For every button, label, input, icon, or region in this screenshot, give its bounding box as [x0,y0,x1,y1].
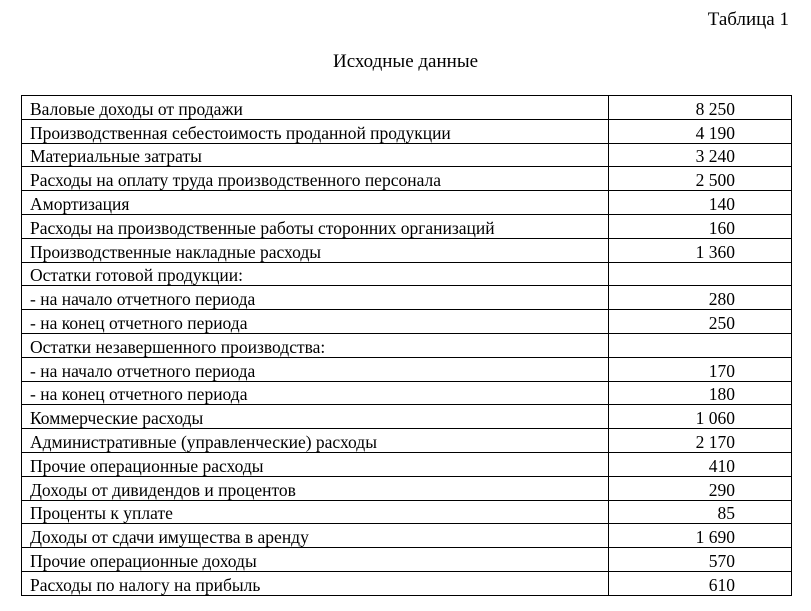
table-row [22,548,792,572]
row-value [609,333,792,357]
row-label: Валовые доходы от продажи [22,96,609,120]
table-row [22,333,792,357]
row-label: Остатки готовой продукции: [22,262,609,286]
table-row [22,571,792,595]
row-label: - на конец отчетного периода [22,310,609,334]
row-value: 85 [609,500,792,524]
row-label: Производственные накладные расходы [22,238,609,262]
table-row [22,381,792,405]
row-value: 170 [609,357,792,381]
source-data-table [21,95,792,596]
row-label: Прочие операционные расходы [22,452,609,476]
table-number-label: Таблица 1 [707,9,789,30]
row-label: Расходы на оплату труда производственного персонала [22,167,609,191]
table-row [22,238,792,262]
row-value: 180 [609,381,792,405]
row-value: 280 [609,286,792,310]
row-label: Производственная себестоимость проданной продукции [22,119,609,143]
row-label: Материальные затраты [22,143,609,167]
table-row [22,476,792,500]
table-row [22,286,792,310]
table-row [22,214,792,238]
table-row [22,119,792,143]
table-row [22,429,792,453]
row-value: 1 690 [609,524,792,548]
table-row [22,96,792,120]
table-row [22,310,792,334]
row-value: 3 240 [609,143,792,167]
row-value: 2 170 [609,429,792,453]
row-label: Расходы по налогу на прибыль [22,571,609,595]
row-label: Доходы от сдачи имущества в аренду [22,524,609,548]
row-label: - на начало отчетного периода [22,286,609,310]
table-row [22,524,792,548]
row-label: Амортизация [22,191,609,215]
table-row [22,262,792,286]
table-row [22,143,792,167]
table-row [22,500,792,524]
table-row [22,452,792,476]
row-value: 250 [609,310,792,334]
row-label: Административные (управленческие) расходы [22,429,609,453]
table-row [22,357,792,381]
row-label: Расходы на производственные работы сторонних организаций [22,214,609,238]
row-value: 290 [609,476,792,500]
table-row [22,405,792,429]
row-value [609,262,792,286]
table-row [22,167,792,191]
row-label: Прочие операционные доходы [22,548,609,572]
row-value: 2 500 [609,167,792,191]
row-label: Коммерческие расходы [22,405,609,429]
row-value: 410 [609,452,792,476]
row-label: Остатки незавершенного производства: [22,333,609,357]
row-value: 1 360 [609,238,792,262]
row-value: 1 060 [609,405,792,429]
row-label: - на начало отчетного периода [22,357,609,381]
row-value: 610 [609,571,792,595]
row-label: Проценты к уплате [22,500,609,524]
row-value: 570 [609,548,792,572]
table-body [22,96,792,596]
row-value: 140 [609,191,792,215]
row-value: 4 190 [609,119,792,143]
row-value: 160 [609,214,792,238]
table-row [22,191,792,215]
row-label: Доходы от дивидендов и процентов [22,476,609,500]
row-value: 8 250 [609,96,792,120]
table-title: Исходные данные [332,51,479,72]
row-label: - на конец отчетного периода [22,381,609,405]
